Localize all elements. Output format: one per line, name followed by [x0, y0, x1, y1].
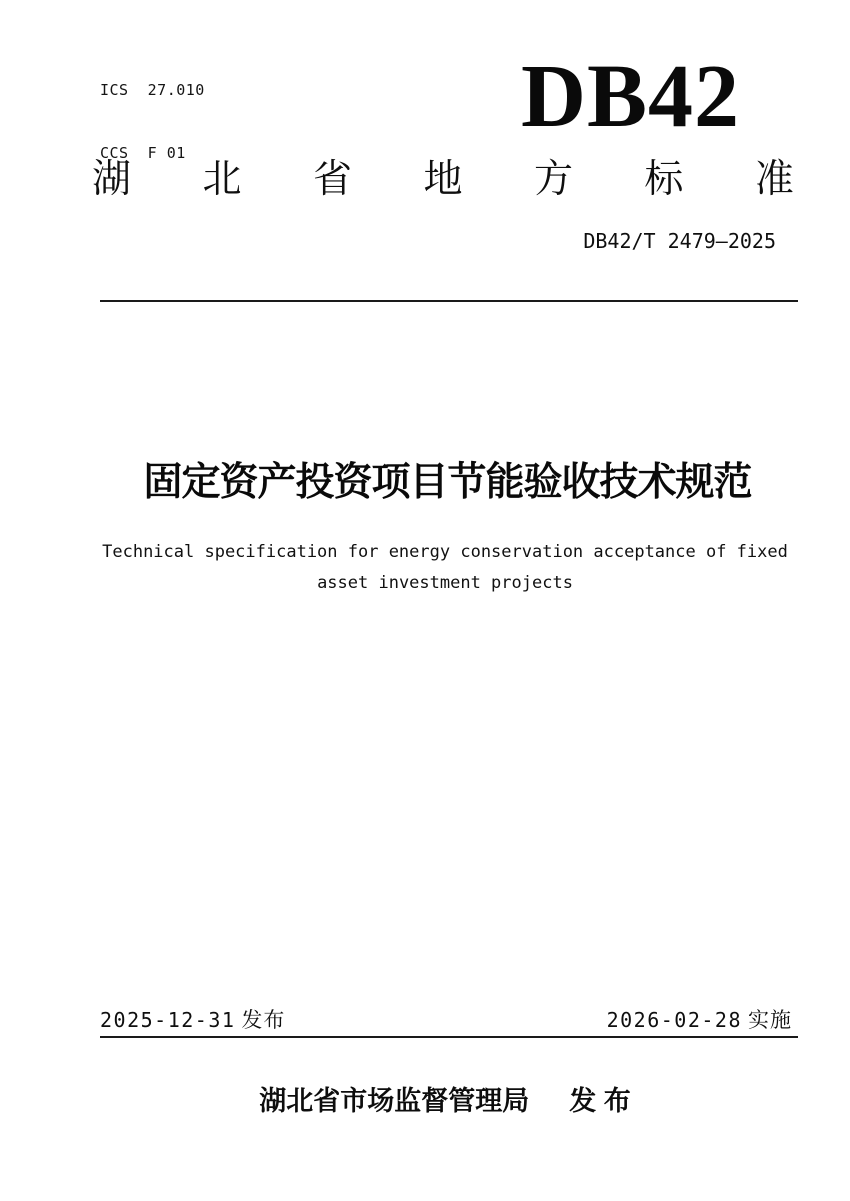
- standard-type-char: 地: [423, 158, 463, 201]
- standard-type-char: 湖: [92, 158, 132, 201]
- publish-label: 发 布: [569, 1086, 631, 1116]
- title-chinese: 固定资产投资项目节能验收技术规范: [143, 461, 752, 504]
- title-english: [60, 537, 830, 599]
- footer-rule: [100, 1036, 798, 1038]
- standard-type-char: 省: [312, 158, 352, 201]
- standard-type-title: [92, 160, 794, 199]
- implementation-label: 实施: [748, 1009, 792, 1032]
- standard-number: DB42/T 2479—2025: [583, 229, 776, 253]
- issue-date-group: [100, 1009, 285, 1032]
- issue-label: 发布: [241, 1009, 286, 1032]
- standard-type-char: 北: [202, 158, 242, 201]
- implementation-date-group: [607, 1009, 792, 1032]
- issue-date: 2025-12-31: [100, 1008, 236, 1032]
- header-rule: [100, 300, 798, 302]
- dates-row: [100, 1009, 792, 1032]
- title-english-line1: Technical specification for energy conservation acceptance of fixed: [102, 542, 788, 562]
- standard-type-char: 标: [644, 158, 684, 201]
- title-english-line2: asset investment projects: [317, 573, 573, 593]
- ics-code: ICS 27.010: [100, 81, 205, 99]
- implementation-date: 2026-02-28: [606, 1008, 742, 1032]
- standard-type-char: 准: [754, 158, 794, 201]
- db42-logo: DB42: [520, 47, 740, 146]
- standard-type-char: 方: [533, 158, 573, 201]
- publisher-name: 湖北省市场监督管理局: [259, 1086, 530, 1116]
- ccs-code: CCS F 01: [100, 144, 186, 162]
- publisher-row: [100, 1087, 790, 1117]
